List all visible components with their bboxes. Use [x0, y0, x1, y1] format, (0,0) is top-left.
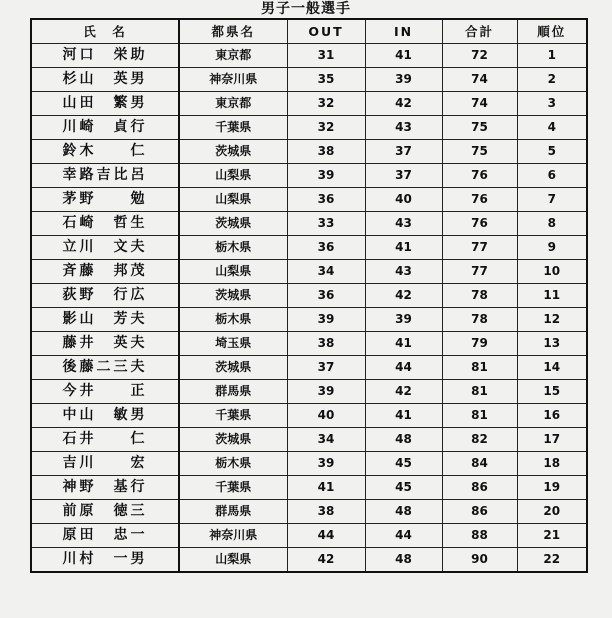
player-name-cell: 山田 繁男 [31, 92, 179, 116]
total-score-cell: 81 [442, 404, 517, 428]
rank-cell: 13 [517, 332, 587, 356]
total-score-cell: 74 [442, 68, 517, 92]
player-name-cell: 幸路吉比呂 [31, 164, 179, 188]
page-title: 男子一般選手 [261, 1, 351, 17]
total-score-cell: 76 [442, 188, 517, 212]
in-score-cell: 37 [365, 140, 442, 164]
total-score-cell: 78 [442, 308, 517, 332]
in-score-cell: 43 [365, 212, 442, 236]
prefecture-cell: 栃木県 [179, 236, 287, 260]
prefecture-cell: 山梨県 [179, 164, 287, 188]
in-score-cell: 48 [365, 500, 442, 524]
rank-cell: 4 [517, 116, 587, 140]
rank-cell: 6 [517, 164, 587, 188]
player-name-cell: 石井 仁 [31, 428, 179, 452]
prefecture-cell: 栃木県 [179, 452, 287, 476]
prefecture-cell: 茨城県 [179, 428, 287, 452]
prefecture-cell: 栃木県 [179, 308, 287, 332]
player-name-cell: 杉山 英男 [31, 68, 179, 92]
rank-cell: 18 [517, 452, 587, 476]
rank-cell: 20 [517, 500, 587, 524]
player-name-cell: 原田 忠一 [31, 524, 179, 548]
rank-cell: 16 [517, 404, 587, 428]
player-name-cell: 今井 正 [31, 380, 179, 404]
player-name-cell: 吉川 宏 [31, 452, 179, 476]
prefecture-cell: 茨城県 [179, 212, 287, 236]
out-score-cell: 39 [287, 164, 365, 188]
rank-cell: 3 [517, 92, 587, 116]
table-row [31, 212, 587, 236]
table-row [31, 284, 587, 308]
out-score-cell: 34 [287, 260, 365, 284]
in-score-cell: 45 [365, 452, 442, 476]
table-row [31, 524, 587, 548]
out-score-cell: 38 [287, 140, 365, 164]
rank-cell: 21 [517, 524, 587, 548]
table-row [31, 116, 587, 140]
table-row [31, 236, 587, 260]
out-score-cell: 33 [287, 212, 365, 236]
header-total: 合計 [442, 19, 517, 44]
table-row [31, 380, 587, 404]
rank-cell: 14 [517, 356, 587, 380]
out-score-cell: 32 [287, 116, 365, 140]
out-score-cell: 35 [287, 68, 365, 92]
player-name-cell: 藤井 英夫 [31, 332, 179, 356]
prefecture-cell: 山梨県 [179, 188, 287, 212]
out-score-cell: 39 [287, 452, 365, 476]
header-in: IN [365, 19, 442, 44]
total-score-cell: 82 [442, 428, 517, 452]
out-score-cell: 37 [287, 356, 365, 380]
in-score-cell: 43 [365, 260, 442, 284]
prefecture-cell: 神奈川県 [179, 524, 287, 548]
player-name-cell: 鈴木 仁 [31, 140, 179, 164]
prefecture-cell: 千葉県 [179, 476, 287, 500]
total-score-cell: 90 [442, 548, 517, 573]
player-name-cell: 立川 文夫 [31, 236, 179, 260]
out-score-cell: 39 [287, 308, 365, 332]
header-out: OUT [287, 19, 365, 44]
out-score-cell: 38 [287, 332, 365, 356]
in-score-cell: 43 [365, 116, 442, 140]
out-score-cell: 36 [287, 188, 365, 212]
out-score-cell: 36 [287, 284, 365, 308]
in-score-cell: 42 [365, 284, 442, 308]
out-score-cell: 41 [287, 476, 365, 500]
rank-cell: 8 [517, 212, 587, 236]
header-row [31, 19, 587, 44]
out-score-cell: 36 [287, 236, 365, 260]
out-score-cell: 42 [287, 548, 365, 573]
rank-cell: 9 [517, 236, 587, 260]
in-score-cell: 40 [365, 188, 442, 212]
table-row [31, 476, 587, 500]
in-score-cell: 45 [365, 476, 442, 500]
player-name-cell: 神野 基行 [31, 476, 179, 500]
in-score-cell: 44 [365, 524, 442, 548]
total-score-cell: 76 [442, 164, 517, 188]
total-score-cell: 86 [442, 476, 517, 500]
table-row [31, 260, 587, 284]
table-row [31, 164, 587, 188]
total-score-cell: 79 [442, 332, 517, 356]
in-score-cell: 48 [365, 428, 442, 452]
out-score-cell: 31 [287, 44, 365, 68]
in-score-cell: 41 [365, 404, 442, 428]
results-table [30, 18, 588, 573]
header-prefecture: 都県名 [179, 19, 287, 44]
player-name-cell: 前原 徳三 [31, 500, 179, 524]
rank-cell: 11 [517, 284, 587, 308]
prefecture-cell: 茨城県 [179, 140, 287, 164]
total-score-cell: 84 [442, 452, 517, 476]
rank-cell: 12 [517, 308, 587, 332]
header-rank: 順位 [517, 19, 587, 44]
in-score-cell: 39 [365, 68, 442, 92]
rank-cell: 7 [517, 188, 587, 212]
prefecture-cell: 埼玉県 [179, 332, 287, 356]
table-row [31, 548, 587, 573]
table-row [31, 188, 587, 212]
rank-cell: 5 [517, 140, 587, 164]
prefecture-cell: 群馬県 [179, 380, 287, 404]
prefecture-cell: 千葉県 [179, 116, 287, 140]
total-score-cell: 75 [442, 116, 517, 140]
rank-cell: 10 [517, 260, 587, 284]
table-row [31, 308, 587, 332]
prefecture-cell: 千葉県 [179, 404, 287, 428]
table-row [31, 500, 587, 524]
player-name-cell: 川崎 貞行 [31, 116, 179, 140]
in-score-cell: 41 [365, 236, 442, 260]
table-row [31, 356, 587, 380]
player-name-cell: 河口 栄助 [31, 44, 179, 68]
table-row [31, 452, 587, 476]
total-score-cell: 81 [442, 380, 517, 404]
total-score-cell: 75 [442, 140, 517, 164]
player-name-cell: 中山 敏男 [31, 404, 179, 428]
prefecture-cell: 東京都 [179, 92, 287, 116]
rank-cell: 2 [517, 68, 587, 92]
player-name-cell: 斉藤 邦茂 [31, 260, 179, 284]
total-score-cell: 77 [442, 260, 517, 284]
prefecture-cell: 山梨県 [179, 548, 287, 573]
header-name: 氏 名 [31, 19, 179, 44]
prefecture-cell: 茨城県 [179, 356, 287, 380]
out-score-cell: 44 [287, 524, 365, 548]
total-score-cell: 81 [442, 356, 517, 380]
total-score-cell: 76 [442, 212, 517, 236]
player-name-cell: 茅野 勉 [31, 188, 179, 212]
player-name-cell: 石崎 哲生 [31, 212, 179, 236]
out-score-cell: 40 [287, 404, 365, 428]
in-score-cell: 44 [365, 356, 442, 380]
in-score-cell: 41 [365, 332, 442, 356]
prefecture-cell: 茨城県 [179, 284, 287, 308]
prefecture-cell: 山梨県 [179, 260, 287, 284]
total-score-cell: 88 [442, 524, 517, 548]
player-name-cell: 後藤二三夫 [31, 356, 179, 380]
out-score-cell: 38 [287, 500, 365, 524]
table-body [31, 44, 587, 573]
total-score-cell: 74 [442, 92, 517, 116]
prefecture-cell: 群馬県 [179, 500, 287, 524]
prefecture-cell: 東京都 [179, 44, 287, 68]
table-row [31, 44, 587, 68]
total-score-cell: 86 [442, 500, 517, 524]
in-score-cell: 42 [365, 380, 442, 404]
prefecture-cell: 神奈川県 [179, 68, 287, 92]
out-score-cell: 39 [287, 380, 365, 404]
out-score-cell: 32 [287, 92, 365, 116]
in-score-cell: 42 [365, 92, 442, 116]
player-name-cell: 川村 一男 [31, 548, 179, 573]
table-row [31, 428, 587, 452]
in-score-cell: 37 [365, 164, 442, 188]
table-row [31, 92, 587, 116]
player-name-cell: 荻野 行広 [31, 284, 179, 308]
out-score-cell: 34 [287, 428, 365, 452]
total-score-cell: 77 [442, 236, 517, 260]
table-row [31, 140, 587, 164]
rank-cell: 15 [517, 380, 587, 404]
rank-cell: 19 [517, 476, 587, 500]
in-score-cell: 41 [365, 44, 442, 68]
player-name-cell: 影山 芳夫 [31, 308, 179, 332]
rank-cell: 1 [517, 44, 587, 68]
table-row [31, 68, 587, 92]
total-score-cell: 72 [442, 44, 517, 68]
in-score-cell: 48 [365, 548, 442, 573]
table-row [31, 332, 587, 356]
table-row [31, 404, 587, 428]
rank-cell: 22 [517, 548, 587, 573]
total-score-cell: 78 [442, 284, 517, 308]
rank-cell: 17 [517, 428, 587, 452]
in-score-cell: 39 [365, 308, 442, 332]
